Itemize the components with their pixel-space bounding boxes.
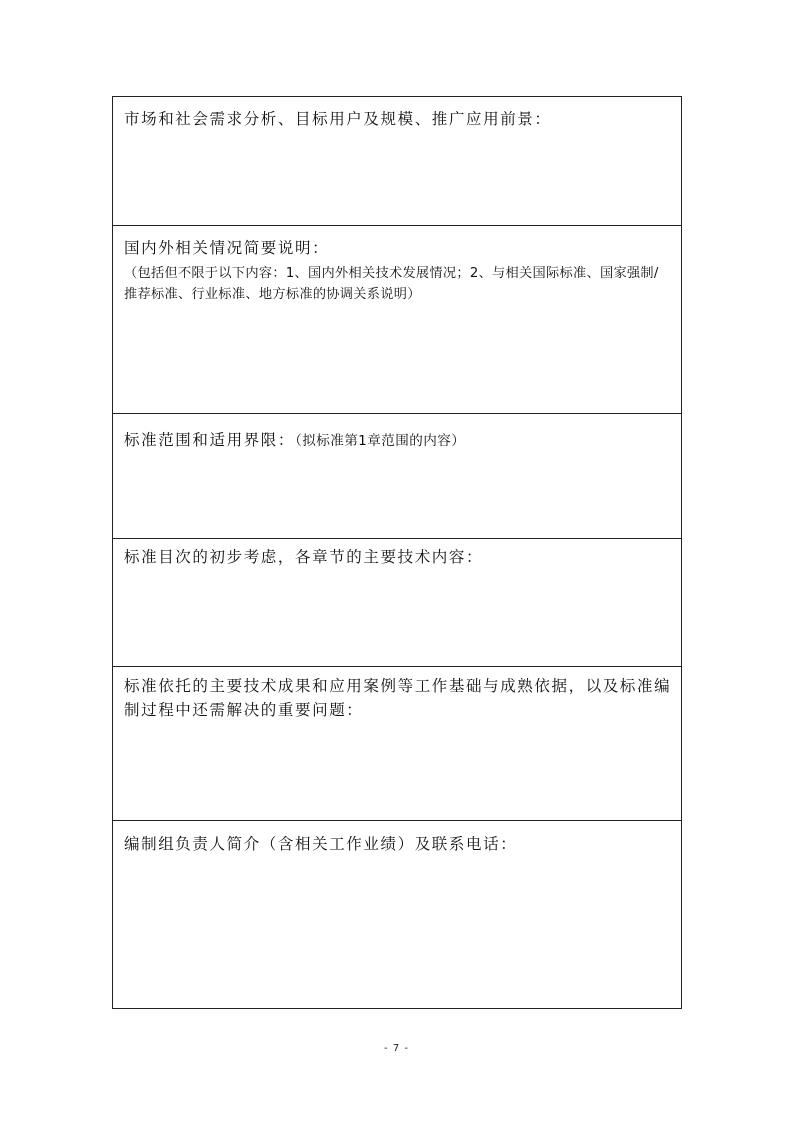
application-form-table: [112, 96, 682, 1009]
form-row-scope: [113, 414, 681, 539]
form-row-market-analysis: [113, 97, 681, 226]
page-number: - 7 -: [384, 1043, 409, 1054]
form-row-domestic-foreign-status: [113, 226, 681, 414]
row-label-team-leader: 编制组负责人简介（含相关工作业绩）及联系电话：: [124, 835, 518, 853]
row-label-domestic-foreign-status: 国内外相关情况简要说明：: [124, 239, 330, 257]
row-label-scope-wrapper: [124, 428, 672, 453]
row-label-table-of-contents: 标准目次的初步考虑，各章节的主要技术内容：: [124, 548, 484, 566]
form-row-table-of-contents: [113, 539, 681, 667]
row-label-scope: 标准范围和适用界限：: [124, 431, 296, 449]
row-label-technical-basis: 标准依托的主要技术成果和应用案例等工作基础与成熟依据，以及标准编制过程中还需解决的重要问题：: [124, 677, 672, 719]
row-label-market-analysis: 市场和社会需求分析、目标用户及规模、推广应用前景：: [124, 110, 552, 128]
form-row-team-leader: [113, 821, 681, 1008]
row-note-scope: （拟标准第1章范围的内容）: [295, 433, 466, 449]
row-note-domestic-foreign-status: （包括但不限于以下内容：1、国内外相关技术发展情况；2、与相关国际标准、国家强制/推荐标准、行业标准、地方标准的协调关系说明）: [124, 266, 659, 302]
form-row-technical-basis: [113, 667, 681, 821]
